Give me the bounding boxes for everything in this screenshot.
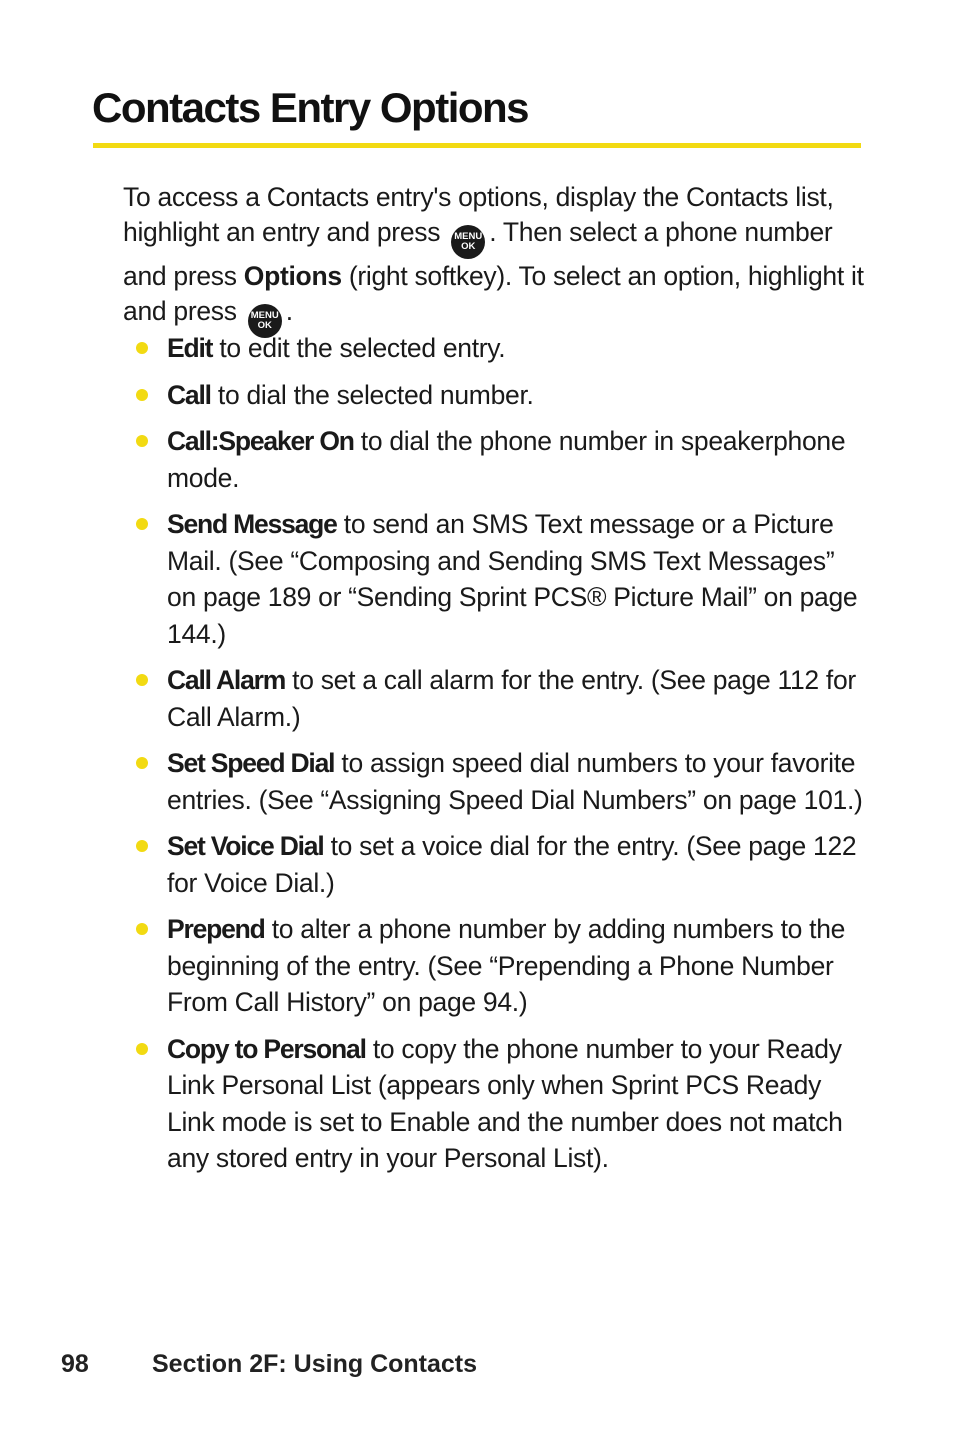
option-description: to assign speed dial numbers to your favorite entries. (See “Assigning Speed Dial Numbers” on page 101.)	[167, 748, 863, 815]
option-term: Call	[167, 379, 211, 410]
list-item	[167, 1031, 867, 1177]
intro-paragraph	[123, 180, 868, 338]
bullet-icon	[136, 342, 148, 354]
list-item	[167, 662, 867, 735]
list-item	[167, 911, 867, 1021]
option-term: Call:Speaker On	[167, 426, 354, 456]
bullet-icon	[136, 435, 148, 447]
page-title: Contacts Entry Options	[92, 84, 529, 131]
option-term: Copy to Personal	[167, 1033, 366, 1064]
title-underline	[93, 143, 861, 148]
list-item	[167, 745, 867, 818]
option-description: to dial the selected number.	[217, 379, 534, 410]
option-description: to set a call alarm for the entry. (See page 112 for Call Alarm.)	[167, 665, 856, 732]
bullet-icon	[136, 389, 148, 401]
menu-ok-key-icon: MENU OK	[451, 225, 485, 259]
intro-text-1: To access a Contacts entry's options, display the Contacts list, highlight an entry and press	[123, 182, 834, 247]
options-softkey-label: Options	[243, 261, 342, 291]
option-description: to alter a phone number by adding numbers to the beginning of the entry. (See “Prepending a Phone Number From Call History” on page 94.)	[167, 914, 846, 1017]
option-description: to copy the phone number to your Ready Link Personal List (appears only when Sprint PCS Ready Link mode is set to Enable and the number does not match any stored entry in your Personal List).	[167, 1033, 843, 1173]
section-title: Section 2F: Using Contacts	[152, 1350, 478, 1378]
list-item	[167, 330, 867, 367]
bullet-icon	[136, 840, 148, 852]
option-description: to dial the phone number in speakerphone mode.	[167, 426, 846, 493]
list-item	[167, 423, 867, 496]
list-item	[167, 377, 867, 414]
option-term: Send Message	[167, 509, 337, 539]
option-term: Edit	[167, 333, 213, 363]
page-footer	[61, 1350, 477, 1379]
option-term: Prepend	[167, 914, 265, 944]
list-item	[167, 828, 867, 901]
intro-text-3: (right softkey). To select an option, highlight it and press	[123, 261, 864, 326]
list-item	[167, 506, 867, 652]
options-list	[167, 330, 867, 1187]
option-term: Set Speed Dial	[167, 748, 335, 778]
option-description: to set a voice dial for the entry. (See page 122 for Voice Dial.)	[167, 831, 857, 898]
option-term: Set Voice Dial	[167, 831, 324, 861]
page-number: 98	[61, 1350, 89, 1378]
option-description: to edit the selected entry.	[219, 333, 506, 363]
option-description: to send an SMS Text message or a Picture Mail. (See “Composing and Sending SMS Text Messages” on page 189 or “Sending Sprint PCS® Picture Mail” on page 144.)	[167, 509, 858, 649]
intro-text-4: .	[285, 296, 293, 326]
bullet-icon	[136, 518, 148, 530]
option-term: Call Alarm	[167, 665, 286, 695]
bullet-icon	[136, 757, 148, 769]
bullet-icon	[136, 1043, 148, 1055]
bullet-icon	[136, 674, 148, 686]
bullet-icon	[136, 923, 148, 935]
menu-ok-key-icon: MENU OK	[248, 304, 282, 338]
intro-text-2: . Then select a phone number and press	[123, 217, 833, 291]
